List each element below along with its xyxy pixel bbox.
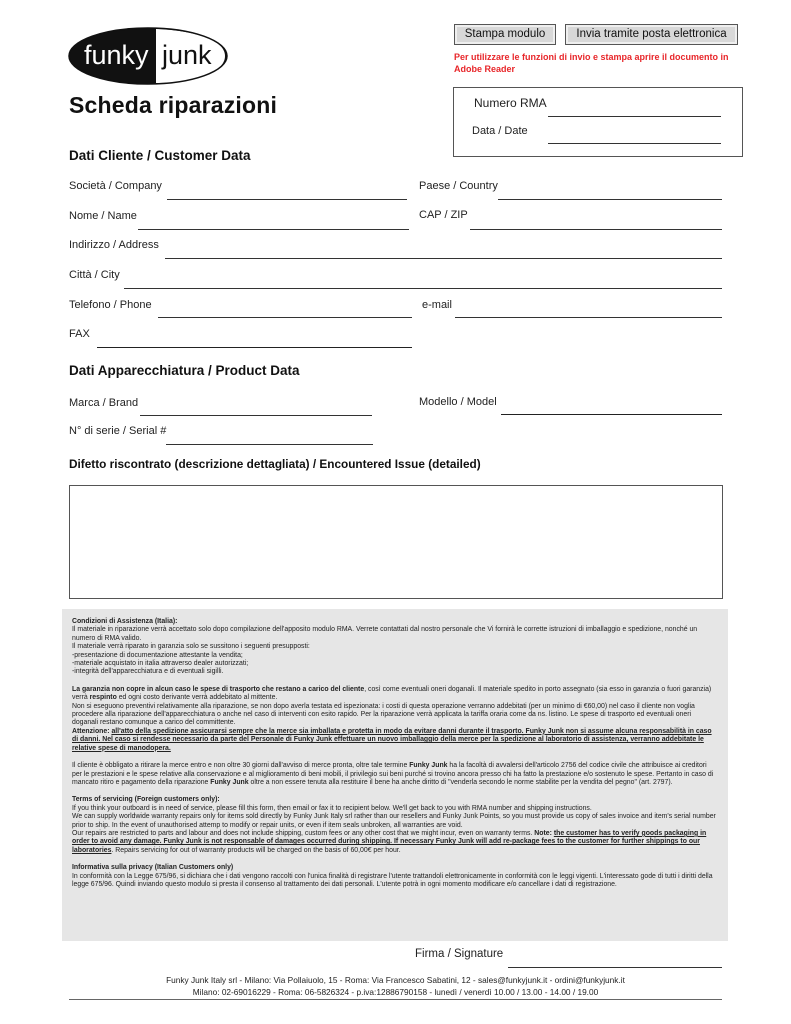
terms-pickup-brand1: Funky Junk [409,762,448,770]
terms-en-heading: Terms of servicing (Foreign customers only): [72,796,220,804]
city-label: Città / City [69,269,120,281]
terms-en-note-text: the customer has to verify goods packaging in order to avoid any damage. Funky Junk is not responsable of damages occurred during shipping. If necessary Funky Junk will add re-package fees to the customer for further shippings to our laboratories [72,829,707,854]
zip-label: CAP / ZIP [419,209,468,221]
logo-text-funky: funky [84,40,149,70]
phone-field[interactable] [158,317,412,318]
terms-it-p3: -presentazione di documentazione attestante la vendita; [72,651,243,659]
terms-en-p2: We can supply worldwide warranty repairs only for items sold directly by Funky Junk Italy srl rather than our resellers and Funky Junk Points, so you must provide us copy of sales invoice and item's serial number prior to ship. In the event of unauthorised attemp to modify or repair units, or even if item seals unbroken, all warranties are void. [72,813,716,829]
fax-label: FAX [69,328,90,340]
country-field[interactable] [498,199,722,200]
terms-pickup-brand2: Funky Junk [210,778,249,786]
issue-heading: Difetto riscontrato (descrizione dettagliata) / Encountered Issue (detailed) [69,457,481,471]
product-heading: Dati Apparecchiatura / Product Data [69,363,300,378]
terms-en-note: Note: [534,829,552,837]
rma-date-label: Data / Date [472,125,528,137]
phone-label: Telefono / Phone [69,299,152,311]
terms-attention-text: all'atto della spedizione assicurarsi sempre che la merce sia imballata e protetta in modo da evitare danni durante il trasporto. Funky Junk non si assume alcuna responsabilità in caso di danni. Nel caso si rendesse necessario da parte del Personale di Funky Junk effettuare un nuovo imballaggio della merce per la spedizione al laboratorio di assistenza, verranno addebitate le relative spese di manodopera. [72,727,712,752]
serial-field[interactable] [166,444,373,445]
signature-field[interactable] [508,967,722,968]
model-label: Modello / Model [419,396,497,408]
terms-en-p3: Our repairs are restricted to parts and labour and does not include shipping, custom fees or any other cost that we might incur, even on warranty terms. [72,829,535,837]
footer-divider [69,999,722,1000]
terms-privacy-heading: Informativa sulla privacy (Italian Customers only) [72,864,234,872]
terms-warranty-text1: , così come eventuali oneri doganali. Il materiale spedito in porto assegnato (sia esso in garanzia o fuori garanzia) verrà [72,685,712,702]
terms-warranty-respinto: respinto [89,694,117,702]
send-email-button[interactable]: Invia tramite posta elettronica [565,24,738,45]
terms-pickup-text2: ha la facoltà di avvalersi dell'articolo 2756 del codice civile che attribuisce ai creditori per le prestazioni e le spese relative alla conservazione e al miglioramento di beni mobili, il privilegio sui beni purché si trovino ancora presso chi ha fatto la prestazione e/o sostenuto le spese. Pertanto in caso di mancato ritiro e pagamento della riparazione [72,762,714,786]
terms-it-p5: -integrità dell'apparecchiatura e di eventuali sigilli. [72,668,224,676]
email-label: e-mail [422,299,452,311]
rma-number-field[interactable] [548,116,721,117]
terms-warranty-p2: Non si eseguono preventivi relativamente alla riparazione, se non dopo averla testata ed ispezionata: i costi di questa operazione verranno addebitati (per un minimo di €60,00) nel caso il cliente non voglia procedere alla riparazione dell'apparecchiatura o anche nel caso di interventi con esito rapido. Per la riparazione verrà applicata la tariffa oraria come da ns. listino. Le spese di trasporto ed eventuali oneri doganali restano comunque a carico del committente. [72,702,695,727]
zip-field[interactable] [470,229,722,230]
name-field[interactable] [138,229,409,230]
terms-en-p1: If you think your outboard is in need of service, please fill this form, then email or fax it to recipient below. We'll get back to you with RMA number and shipping instructions. [72,804,592,812]
terms-it-heading: Condizioni di Assistenza (Italia): [72,618,178,625]
fax-field[interactable] [97,347,412,348]
print-form-button[interactable]: Stampa modulo [454,24,556,45]
company-field[interactable] [167,199,407,200]
footer-line-1: Funky Junk Italy srl - Milano: Via Pollaiuolo, 15 - Roma: Via Francesco Sabatini, 12 - sales@funkyjunk.it - ordini@funkyjunk.it [166,975,625,985]
terms-pickup-text1: Il cliente è obbligato a ritirare la merce entro e non oltre 30 giorni dall'avviso di merce pronta, oltre tale termine [72,762,410,770]
country-label: Paese / Country [419,180,498,192]
company-label: Società / Company [69,180,162,192]
address-field[interactable] [165,258,722,259]
brand-field[interactable] [140,415,372,416]
logo-text-junk: junk [162,40,212,70]
email-field[interactable] [455,317,722,318]
signature-label: Firma / Signature [415,948,504,960]
terms-warranty-bold: La garanzia non copre in alcun caso le spese di trasporto che restano a carico del cliente [72,685,365,693]
terms-attention-label: Attenzione: [72,727,110,735]
customer-heading: Dati Cliente / Customer Data [69,148,251,163]
issue-description-box[interactable] [69,485,723,599]
terms-it-p1: Il materiale in riparazione verrà accettato solo dopo compilazione dell'apposito modulo RMA. Verrete contattati dal nostro personale che Vi fornirà le corrette istruzioni di imballaggio e spedizione, nonché un numero di RMA valido. [72,626,698,642]
city-field[interactable] [124,288,722,289]
funkyjunk-logo [68,26,228,86]
page-title: Scheda riparazioni [69,92,278,118]
terms-it-p2: Il materiale verrà riparato in garanzia solo se sussitono i seguenti presupposti: [72,643,310,651]
terms-panel [62,609,728,941]
address-label: Indirizzo / Address [69,239,159,251]
footer-line-2: Milano: 02-69016229 - Roma: 06-5826324 - p.iva:12886790158 - lunedì / venerdì 10.00 / 13.00 - 14.00 / 19.00 [192,987,599,997]
adobe-reader-notice: Per utilizzare le funzioni di invio e stampa aprire il documento in Adobe Reader [454,52,729,74]
terms-it-p4: -materiale acquistato in italia attraverso dealer autorizzati; [72,660,249,668]
terms-pickup-text3: oltre a non essere tenuta alla restituire il bene ha anche diritto di "venderla secondo le norme stabilite per la vendita del pegno" (art. 2797). [248,778,673,786]
rma-number-label: Numero RMA [474,96,547,110]
serial-label: N° di serie / Serial # [69,425,167,437]
terms-en-p3-end: . Repairs servicing for out of warranty products will be charged on the basis of 60,00€ per hour. [111,846,401,854]
name-label: Nome / Name [69,210,137,222]
terms-privacy-text: In conformità con la Legge 675/96, si dichiara che i dati vengono raccolti con l'unica finalità di registrare l'utente trattandoli elettronicamente in conformità con le leggi vigenti. L'interessato gode di tutti i diritti della legge 675/96. Quindi inviando questo modulo si presta il consenso al trattamento dei dati personali. L'utente potrà in ogni momento modificare e/o cancellare i dati di registrazione. [72,872,713,888]
rma-date-field[interactable] [548,143,721,144]
model-field[interactable] [501,414,722,415]
terms-warranty-text2: ed ogni costo derivante verrà addebitato al mittente. [116,694,278,702]
brand-label: Marca / Brand [69,397,139,409]
